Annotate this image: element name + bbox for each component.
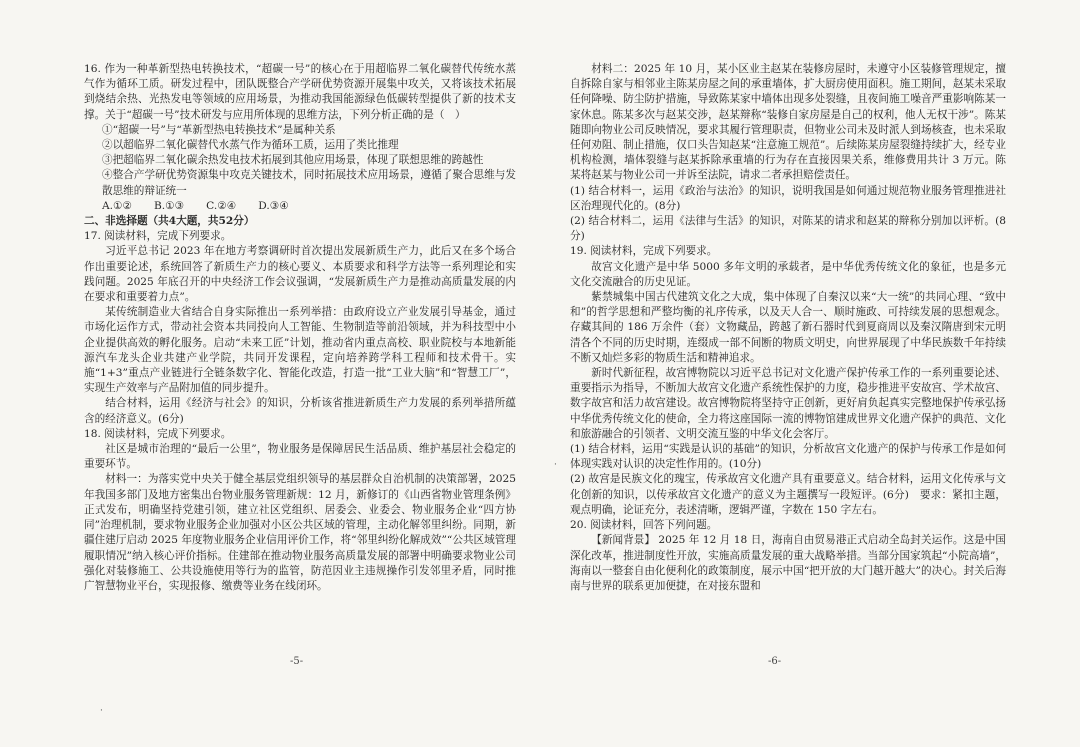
scan-speck: ·	[554, 460, 557, 470]
q18-question-2: (2) 结合材料二，运用《法律与生活》的知识，对陈某的请求和赵某的辩称分别加以评析。(8分)	[570, 215, 1006, 243]
q18-stem: 18. 阅读材料，完成下列要求。	[84, 427, 232, 440]
q16-statement-3: ③把超临界二氧化碳余热发电技术拓展到其他应用场景，体现了联想思维的跨越性	[102, 154, 484, 167]
q17-question: 结合材料，运用《经济与社会》的知识，分析该省推进新质生产力发展的系列举措所蕴含的经济意义。(6分)	[84, 397, 516, 425]
q18-material-2: 材料二：2025 年 10 月，某小区业主赵某在装修房屋时，未遵守小区装修管理规定，擅自拆除自家与相邻业主陈某房屋之间的承重墙体，扩大厨房使用面积。施工期间，赵某未采取任何降噪、防尘防护措施，导致陈某家中墙体出现多处裂缝，且夜间施工噪音严重影响陈某一家休息。陈某多次与赵某交涉，赵某辩称“装修自家房屋是自己的权利，他人无权干涉”。陈某随即向物业公司反映情况，要求其履行管理职责，但物业公司未及时派人到场核查，也未采取任何劝阻、制止措施，仅口头告知赵某“注意施工规范”。后续陈某房屋裂缝持续扩大，经专业机构检测，墙体裂缝与赵某拆除承重墙的行为存在直接因果关系，维修费用共计 3 万元。陈某将赵某与物业公司一并诉至法院，请求二者承担赔偿责任。	[570, 63, 1006, 182]
q19-paragraph-2: 紫禁城集中国古代建筑文化之大成，集中体现了自秦汉以来“大一统”的共同心理、“致中和”的哲学思想和严整均衡的礼序传承，以及天人合一、顺时施政、可持续发展的思想观念。存藏其间的 186 万余件（套）文物藏品，跨越了新石器时代到夏商周以及秦汉隋唐到宋元明清各个不同的历史时期，连缀成一部不间断的物质文明史，向世界展现了中华民族数千年持续不断又灿烂多彩的物质生活和精神追求。	[570, 291, 1006, 364]
q18-material-1: 材料一：为落实党中央关于健全基层党组织领导的基层群众自治机制的决策部署，2025 年我国多部门及地方密集出台物业服务管理新规：12 月，新修订的《山西省物业管理条例》正式发布，明确坚持党建引领，建立社区党组织、居委会、业委会、物业服务企业“四方协同”治理机制，要求物业服务企业加强对小区公共区域的管理，主动化解邻里纠纷。同期，新疆住建厅启动 2025 年度物业服务企业信用评价工作，将“邻里纠纷化解成效”“公共区域管理履职情况”纳入核心评价指标。住建部在推动物业服务高质量发展的部署中明确要求物业公司强化对装修施工、公共设施使用等行为的监管，防范因业主违规操作引发邻里矛盾，同时推广智慧物业平台，实现报修、缴费等业务在线闭环。	[84, 473, 516, 592]
q19-paragraph-1: 故宫文化遗产是中华 5000 多年文明的承载者，是中华优秀传统文化的象征，也是多元文化交流融合的历史见证。	[570, 260, 1006, 288]
q19-stem: 19. 阅读材料，完成下列要求。	[570, 245, 718, 258]
q16-option-c: C.②④	[206, 199, 237, 212]
q19-question-1: (1) 结合材料，运用“实践是认识的基础”的知识，分析故宫文化遗产的保护与传承工作是如何体现实践对认识的决定性作用的。(10分)	[570, 443, 1006, 471]
q16-options	[84, 199, 516, 214]
page-number-left: -5-	[290, 656, 304, 667]
page-number-right: -6-	[768, 656, 782, 667]
q20-news-background: 【新闻背景】 2025 年 12 月 18 日，海南自由贸易港正式启动全岛封关运作。这是中国深化改革，推进制度性开放，实施高质量发展的重大战略举措。当部分国家筑起“小院高墙”，海南以一整套自由化便利化的政策制度，展示中国“把开放的大门越开越大”的决心。封关后海南与世界的联系更加便捷，在对接东盟和	[570, 534, 1006, 592]
q17-paragraph-2: 某传统制造业大省结合自身实际推出一系列举措：由政府设立产业发展引导基金，通过市场化运作方式，带动社会资本共同投向人工智能、生物制造等前沿领域，并为科技型中小企业提供高效的孵化服务。启动“未来工匠”计划，推动省内重点高校、职业院校与本地新能源汽车龙头企业共建产业学院，共同开发课程，定向培养跨学科工程师和技术骨干。实施“1+3”重点产业链进行全链条数字化、智能化改造，打造一批“工业大脑”和“智慧工厂”，实现生产效率与产品附加值的同步提升。	[84, 306, 516, 395]
q19-paragraph-3: 新时代新征程，故宫博物院以习近平总书记对文化遗产保护传承工作的一系列重要论述、重要指示为指导，不断加大故宫文化遗产系统性保护的力度，稳步推进平安故宫、学术故宫、数字故宫和活力故宫建设。故宫博物院将坚持守正创新，更好肩负起真实完整地保护传承弘扬中华优秀传统文化的使命，全力将这座国际一流的博物馆建成世界文化遗产保护的典范、文化和旅游融合的引领者、文明交流互鉴的中华文化会客厅。	[570, 367, 1006, 440]
q17-stem: 17. 阅读材料，完成下列要求。	[84, 230, 232, 243]
left-page-column	[84, 62, 516, 594]
q16-stem: 16. 作为一种革新型热电转换技术，“超碳一号”的核心在于用超临界二氧化碳替代传统水蒸气作为循环工质。研发过程中，团队既整合产学研优势资源开展集中攻关，又将该技术拓展到烧结余热、光热发电等领域的应用场景，为推动我国能源绿色低碳转型提供了新的技术支撑。关于“超碳一号”技术研发与应用所体现的思维方法，下列分析正确的是（ ）	[84, 63, 516, 121]
q16-statement-1: ①“超碳一号”与“革新型热电转换技术”是属种关系	[102, 123, 336, 136]
q18-question-1: (1) 结合材料一，运用《政治与法治》的知识，说明我国是如何通过规范物业服务管理推进社区治理现代化的。(8分)	[570, 184, 1006, 212]
q16-statement-4: ④整合产学研优势资源集中攻克关键技术，同时拓展技术应用场景，遵循了聚合思维与发散思维的辩证统一	[102, 169, 516, 197]
q19-question-2: (2) 故宫是民族文化的瑰宝，传承故宫文化遗产具有重要意义。结合材料，运用文化传承与文化创新的知识，以传承故宫文化遗产的意义为主题撰写一段短评。(6分) 要求：紧扣主题，观点明确，论证充分，表述清晰，逻辑严谨，字数在 150 字左右。	[570, 473, 1006, 516]
q17-paragraph-1: 习近平总书记 2023 年在地方考察调研时首次提出发展新质生产力，此后又在多个场合作出重要论述，系统回答了新质生产力的核心要义、本质要求和科学方法等一系列理论和实践问题。2025 年底召开的中央经济工作会议强调，“发展新质生产力是推动高质量发展的内在要求和重要着力点”。	[84, 245, 516, 304]
section-heading: 二、非选择题（共4大题，共52分）	[84, 215, 255, 228]
q16-option-d: D.③④	[258, 199, 289, 212]
q18-intro: 社区是城市治理的“最后一公里”，物业服务是保障居民生活品质、维护基层社会稳定的重要环节。	[84, 443, 516, 471]
q20-stem: 20. 阅读材料，回答下列问题。	[570, 519, 718, 532]
q16-option-a: A.①②	[102, 199, 133, 212]
scan-speck: ·	[100, 706, 103, 716]
right-page-column	[570, 62, 1006, 594]
q16-statement-2: ②以超临界二氧化碳替代水蒸气作为循环工质，运用了类比推理	[102, 139, 399, 152]
q16-option-b: B.①③	[154, 199, 185, 212]
